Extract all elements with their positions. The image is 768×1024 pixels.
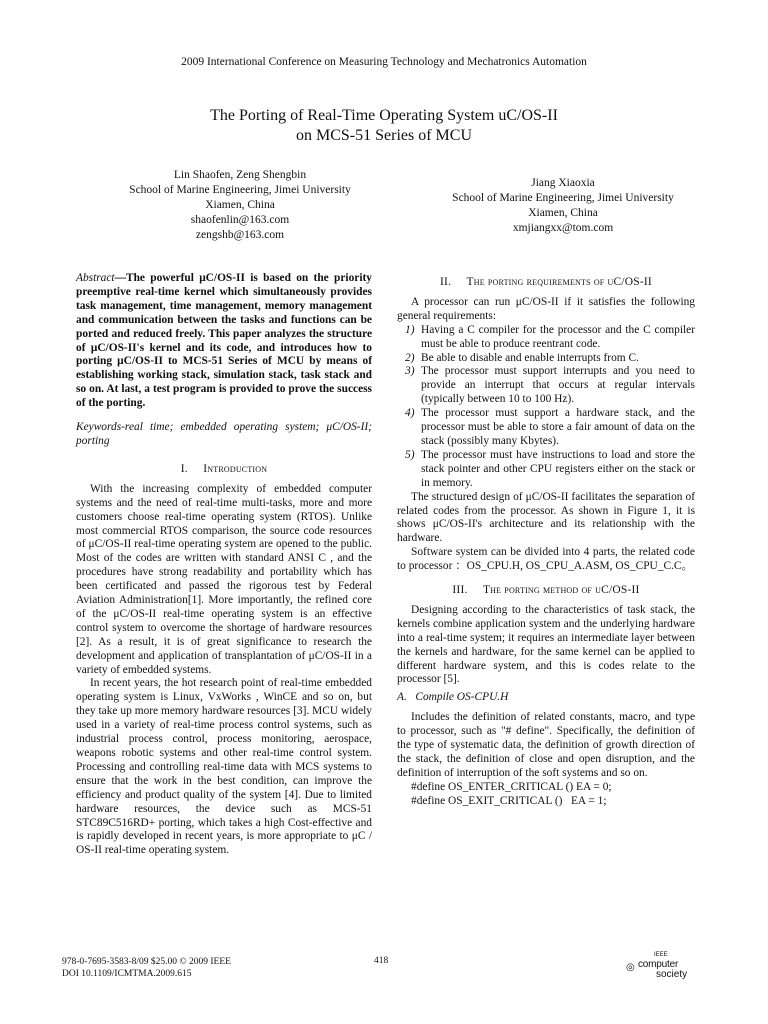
section-heading-porting-method — [397, 584, 695, 598]
author-affiliation: School of Marine Engineering, Jimei University — [129, 184, 351, 196]
author-block-1 — [70, 168, 410, 243]
footer-publication-info — [62, 956, 231, 980]
list-item-text: The processor must have instructions to load and store the stack pointer and other CPU registers either on the stack or in memory. — [421, 448, 695, 489]
section-number: II. — [440, 276, 452, 288]
subsection-label: A. — [397, 691, 407, 704]
page-number: 418 — [374, 956, 389, 966]
logo-text-computer: computer — [638, 959, 679, 970]
section-number: III. — [452, 584, 468, 597]
logo-text-ieee: IEEE — [654, 952, 668, 958]
list-item — [397, 365, 695, 407]
requirements-list — [397, 324, 695, 491]
left-column — [76, 272, 372, 858]
section-heading-porting-requirements — [397, 276, 695, 290]
software-parts-paragraph: Software system can be divided into 4 parts, the related code to processor ：OS_CPU.H, OS_CPU_A.ASM, OS_CPU_C.C。 — [397, 546, 695, 573]
author-block-2 — [398, 176, 728, 236]
author-email: zengshb@163.com — [195, 229, 285, 241]
author-email: shaofenlin@163.com — [190, 214, 290, 226]
porting-method-paragraph: Designing according to the characteristics of task stack, the kernels combine application system and the underlying hardware into a real-time system; it requires an intermediate layer between the kernels and hardware, for the same kernel can be applied to different hardware system, and this is codes relate to the processor [5]. — [397, 603, 695, 686]
abstract-lead: Abstract — [76, 272, 115, 284]
structure-paragraph: The structured design of μC/OS-II facilitates the separation of related codes from the processor. As shown in Figure 1, it is shows μC/OS-II's architecture and its relationship with the hardware. — [397, 490, 695, 545]
list-item-text: Be able to disable and enable interrupts from C. — [421, 351, 639, 364]
intro-paragraph-1: With the increasing complexity of embedded computer systems and the need of real-time multi-tasks, more and more customers choose real-time operating system (RTOS). Unlike most commercial RTOS comparison, the source code resources of μC/OS-II real-time operating system are opened to the public. Most of the codes are written with standard ANSI C , and the procedures have strong readability and portability which has been certificated and passed the rigorous test by Federal Aviation Administration[1]. More importantly, the refined core of the μC/OS-II real-time operating system is an effective control system to overcome the shortage of hardware resources [2]. As a result, it is of great significance to research the development and application of transplantation of μC/OS-II in a variety of embedded systems. — [76, 482, 372, 676]
author-affiliation: School of Marine Engineering, Jimei University — [452, 192, 674, 204]
code-line: #define OS_EXIT_CRITICAL () EA = 1; — [411, 794, 607, 807]
list-item — [397, 324, 695, 352]
title-line-1: The Porting of Real-Time Operating System uC/OS-II — [210, 107, 558, 124]
list-item — [397, 352, 695, 366]
list-item-text: Having a C compiler for the processor and the C compiler must be able to produce reentrant code. — [421, 323, 695, 350]
author-names: Lin Shaofen, Zeng Shengbin — [173, 169, 307, 181]
footer-doi: DOI 10.1109/ICMTMA.2009.615 — [62, 969, 192, 979]
list-item-number: 3) — [405, 365, 415, 378]
abstract-body: The powerful μC/OS-II is based on the priority preemptive real-time kernel which simultaneously provides task management, time management, memory management and communication between the tasks and functions can be ported and reduced freely. This paper analyzes the structure of μC/OS-II's kernel and its code, and introduces how to porting μC/OS-II to MCS-51 Series of MCU by means of establishing working stack, simulation stack, task stack and so on. At last, a test program is provided to prove the success of the porting. — [76, 272, 372, 410]
requirements-intro: A processor can run μC/OS-II if it satisfies the following general requirements: — [397, 295, 695, 322]
author-location: Xiamen, China — [205, 199, 275, 211]
list-item-number: 2) — [405, 351, 415, 364]
list-item-number: 5) — [405, 448, 415, 461]
ieee-computer-society-logo — [626, 950, 696, 982]
logo-mark-icon: ◎ — [626, 962, 635, 973]
code-line: #define OS_ENTER_CRITICAL () EA = 0; — [411, 780, 612, 793]
section-title: Introduction — [203, 462, 268, 475]
author-location: Xiamen, China — [528, 207, 598, 219]
list-item-text: The processor must support a hardware stack, and the processor must be able to store a fair amount of data on the stack (possibly many Kbytes). — [421, 407, 695, 447]
keywords: Keywords-real time; embedded operating system; μC/OS-II; porting — [76, 421, 372, 447]
subsection-heading — [397, 691, 695, 705]
section-title: The porting method of uC/OS-II — [482, 584, 640, 597]
logo-text-society: society — [656, 969, 688, 980]
footer-isbn: 978-0-7695-3583-8/09 $25.00 © 2009 IEEE — [62, 957, 231, 967]
conference-name: 2009 International Conference on Measuring Technology and Mechatronics Automation — [181, 56, 587, 68]
subsection-title: Compile OS-CPU.H — [415, 691, 509, 704]
author-names: Jiang Xiaoxia — [531, 177, 595, 189]
list-item-number: 4) — [405, 407, 415, 420]
author-email: xmjiangxx@tom.com — [512, 222, 614, 234]
paper-title — [0, 106, 768, 146]
subsection-paragraph: Includes the definition of related constants, macro, and type to processor, such as "# define". Specifically, the definition of the type of systematic data, the definition of growth direction of the stack, the definition of close and open disruption, and the definition of interruption of the soft systems and so on. — [397, 711, 695, 779]
list-item-text: The processor must support interrupts and you need to provide an interrupt that occurs at regular intervals (typically between 10 to 100 Hz). — [421, 365, 695, 406]
list-item — [397, 449, 695, 491]
section-number: I. — [180, 462, 188, 475]
title-line-2: on MCS-51 Series of MCU — [295, 127, 472, 144]
section-title: The porting requirements of uC/OS-II — [466, 276, 652, 288]
intro-paragraph-2: In recent years, the hot research point of real-time embedded operating system is Linux, VxWorks , WinCE and so on, but they take up more memory hardware resources [3]. MCU widely used in a variety of real-time process control systems, such as industrial process control, process monitoring, aerospace, weapons robotic systems and other real-time control system. Processing and controlling real-time data with MCS systems to ensure that the work in the best condition, can improve the efficiency and product quality of the system [4]. Due to limited hardware resources, the device such as MCS-51 STC89C516RD+ porting, which takes a high Cost-effective and is rapidly developed in recent years, is more appropriate to μC / OS-II real-time operating system. — [76, 677, 372, 857]
list-item — [397, 407, 695, 449]
abstract — [76, 272, 372, 411]
section-heading-introduction — [76, 463, 372, 477]
abstract-dash: — — [114, 272, 126, 284]
right-column — [397, 272, 695, 809]
list-item-number: 1) — [405, 323, 415, 336]
